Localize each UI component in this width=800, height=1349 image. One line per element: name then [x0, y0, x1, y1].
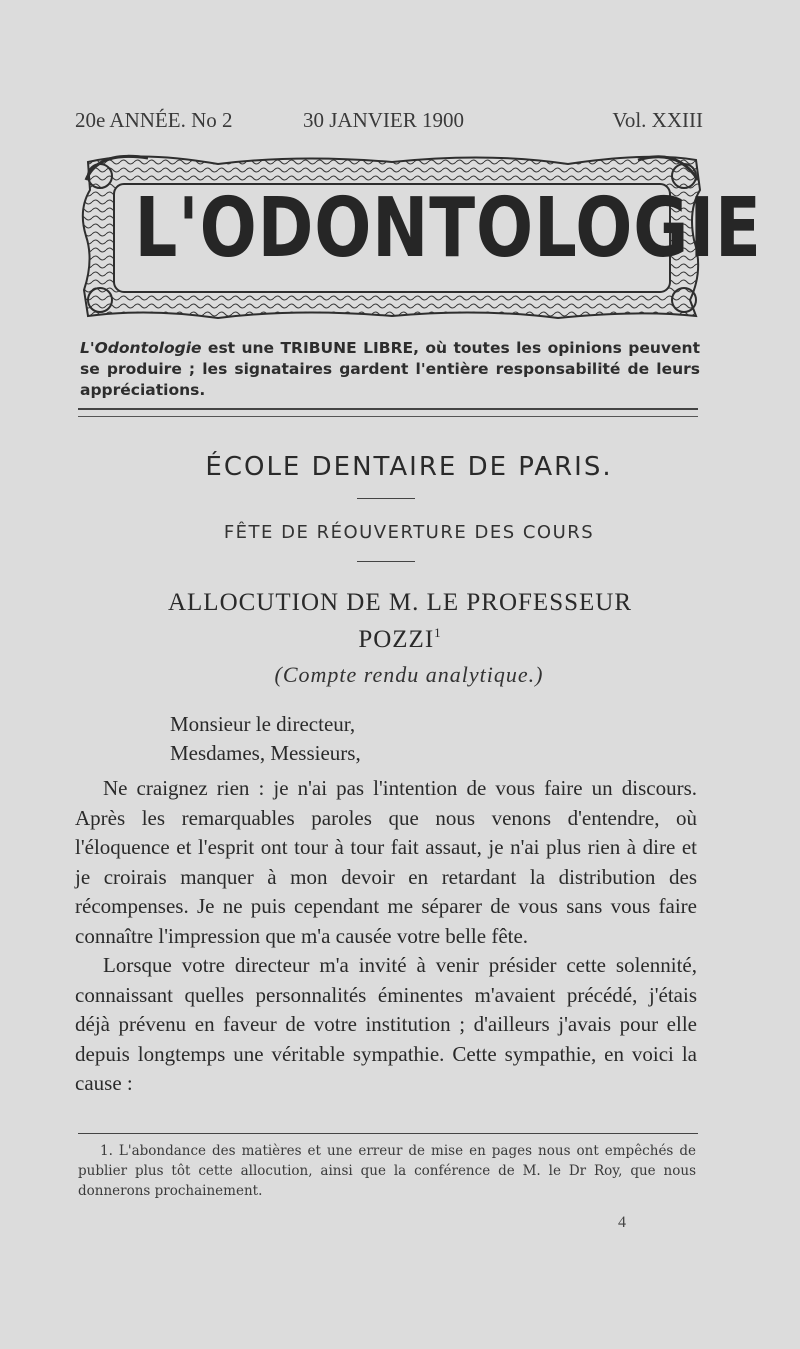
footnote-reference: 1: [434, 625, 442, 640]
masthead: [78, 150, 762, 322]
article-title-line: [80, 618, 720, 655]
journal-title: L'ODONTOLOGIE: [134, 181, 762, 276]
article-title-line: ALLOCUTION DE M. LE PROFESSEUR: [167, 589, 633, 616]
body-paragraph: Lorsque votre directeur m'a invité à venir présider cette solennité, connaissant quelles personnalités éminentes m'avaient précédé, j'étais déjà prévenu en faveur de votre institution ; d'ailleurs j'avais pour elle depuis longtemps une véritable sympathie. Cette sympathie, en voici la cause :: [75, 953, 697, 1095]
salutation: [170, 710, 361, 768]
article-body: [75, 774, 697, 1099]
body-paragraph: Ne craignez rien : je n'ai pas l'intention de vous faire un discours. Après les remarquables paroles que nous venons d'entendre, où l'éloquence et l'esprit ont tour à tour fait assaut, je n'ai plus rien à dire et je croirais manquer à mon devoir en retardant la distribution des récompenses. Je ne puis cependant me séparer de vous sans vous faire connaître l'impression que m'a causée votre belle fête.: [75, 776, 697, 948]
volume-number: Vol. XXIII: [612, 108, 703, 132]
motto-journal-name: L'Odontologie: [80, 339, 202, 357]
school-heading: ÉCOLE DENTAIRE DE PARIS.: [205, 452, 613, 482]
article-title: [80, 588, 720, 655]
issue-date: 30 JANVIER 1900: [303, 108, 464, 132]
footnote-text: 1. L'abondance des matières et une erreur de mise en pages nous ont empêchés de publier plus tôt cette allocution, ainsi que la conférence de M. le Dr Roy, que nous donnerons prochainement.: [78, 1143, 696, 1199]
short-divider: [357, 498, 415, 499]
footnote-divider: [78, 1133, 698, 1134]
salutation-line: Monsieur le directeur,: [170, 712, 356, 736]
double-divider: [78, 408, 698, 417]
issue-number: 20e ANNÉE. No 2: [75, 108, 233, 132]
article-subtitle: (Compte rendu analytique.): [274, 662, 544, 687]
footnote: [78, 1141, 696, 1201]
salutation-line: Mesdames, Messieurs,: [170, 741, 361, 765]
motto-text: est une TRIBUNE LIBRE, où toutes les opinions peuvent se produire ; les signataires gardent l'entière responsabilité de leurs appréciations.: [80, 339, 700, 399]
event-heading: FÊTE DE RÉOUVERTURE DES COURS: [223, 522, 595, 543]
speaker-name: POZZI: [358, 626, 435, 653]
short-divider: [357, 561, 415, 562]
running-header: [75, 108, 703, 140]
editorial-motto: [80, 338, 700, 401]
page-number: 4: [618, 1214, 626, 1231]
